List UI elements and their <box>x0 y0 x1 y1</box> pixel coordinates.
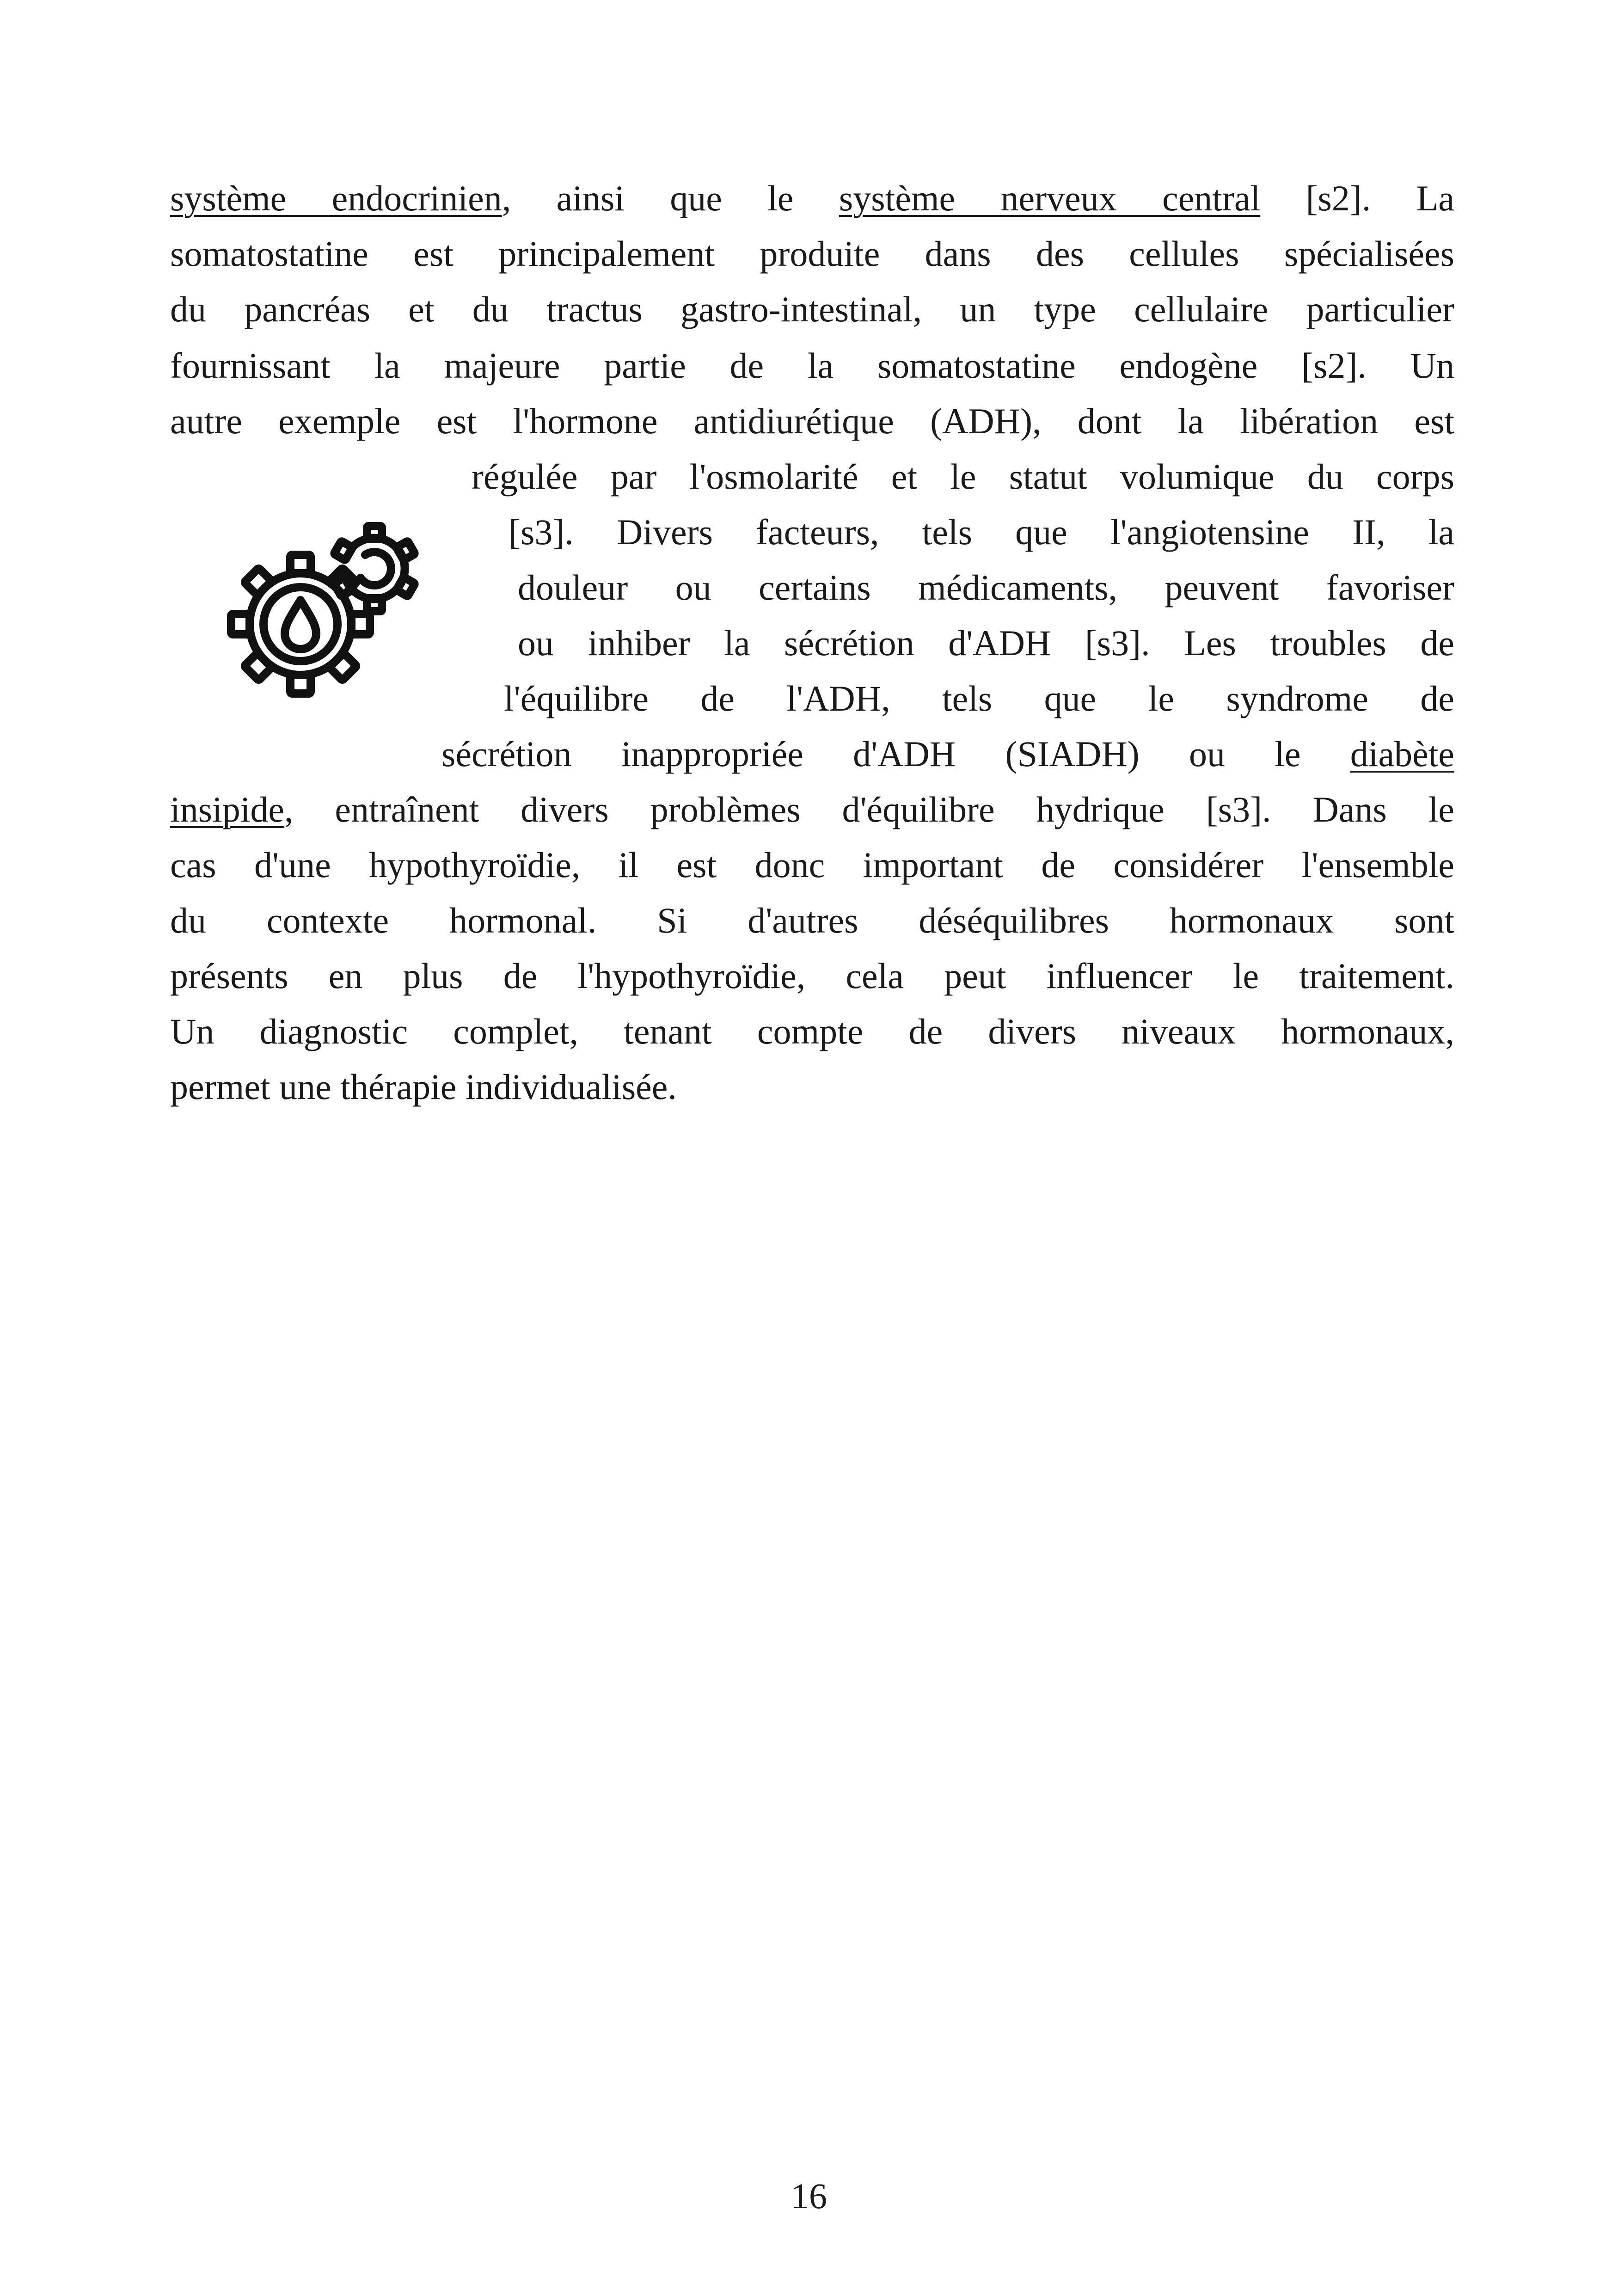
text-line: [s3]. Divers facteurs, tels que l'angiotensine II, la <box>509 512 1454 552</box>
text-line: permet une thérapie individualisée. <box>170 1067 677 1107</box>
term-link-systeme-endocrinien[interactable]: système endocrinien <box>170 178 502 218</box>
text-line: l'équilibre de l'ADH, tels que le syndrome de <box>504 678 1454 718</box>
text-line: cas d'une hypothyroïdie, il est donc important de considérer l'ensemble <box>170 845 1454 885</box>
gears-with-drop-icon <box>227 518 430 703</box>
text-line: autre exemple est l'hormone antidiurétique (ADH), dont la libération est <box>170 401 1454 441</box>
text-line <box>170 782 1454 837</box>
text-run: sécrétion inappropriée d'ADH (SIADH) ou le <box>441 734 1350 774</box>
text-line <box>170 171 1454 226</box>
text-run: [s2]. La <box>1260 178 1454 218</box>
text-line <box>441 727 1454 781</box>
text-line: régulée par l'osmolarité et le statut volumique du corps <box>472 456 1454 497</box>
text-line: somatostatine est principalement produite dans des cellules spécialisées <box>170 233 1454 274</box>
text-line: présents en plus de l'hypothyroïdie, cela peut influencer le traitement. <box>170 956 1454 996</box>
term-link-diabete[interactable]: diabète <box>1350 734 1454 774</box>
text-line: Un diagnostic complet, tenant compte de divers niveaux hormonaux, <box>170 1011 1454 1051</box>
text-line: fournissant la majeure partie de la somatostatine endogène [s2]. Un <box>170 345 1454 386</box>
text-line: du contexte hormonal. Si d'autres déséquilibres hormonaux sont <box>170 900 1454 940</box>
text-line: ou inhiber la sécrétion d'ADH [s3]. Les troubles de <box>518 623 1454 663</box>
page-number: 16 <box>791 2176 827 2216</box>
text-run: , ainsi que le <box>502 178 839 218</box>
text-line: douleur ou certains médicaments, peuvent favoriser <box>518 567 1454 608</box>
term-link-insipide[interactable]: insipide <box>170 789 284 829</box>
text-run: , entraînent divers problèmes d'équilibre hydrique [s3]. Dans le <box>284 789 1454 829</box>
text-line: du pancréas et du tractus gastro-intestinal, un type cellulaire particulier <box>170 289 1454 329</box>
term-link-systeme-nerveux-central[interactable]: système nerveux central <box>839 178 1261 218</box>
